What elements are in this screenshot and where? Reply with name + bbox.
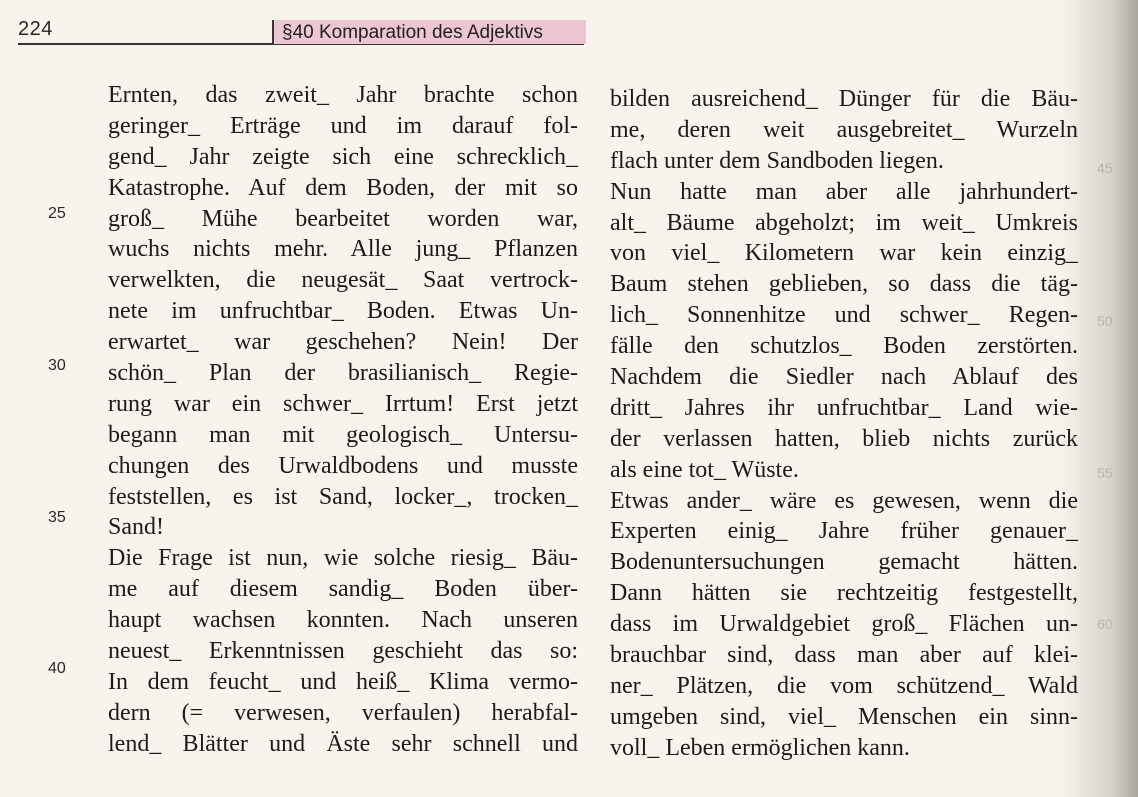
text-line: bilden ausreichend_ Dünger für die Bäu- bbox=[610, 86, 1078, 112]
text-line: schön_ Plan der brasilianisch_ Regie- bbox=[108, 360, 578, 387]
text-line: rung war ein schwer_ Irrtum! Erst jetzt bbox=[108, 390, 578, 417]
text-line: brauchbar sind, dass man aber auf klei- bbox=[610, 642, 1078, 669]
text-line: Sand! bbox=[108, 514, 164, 541]
text-line: Experten einig_ Jahre früher genauer_ bbox=[610, 518, 1078, 545]
text-line: voll_ Leben ermöglichen kann. bbox=[610, 734, 910, 761]
line-number-40: 40 bbox=[48, 660, 66, 677]
line-number-55: 55 bbox=[1097, 465, 1113, 481]
line-number-50: 50 bbox=[1097, 313, 1113, 329]
text-line: feststellen, es ist Sand, locker_, trocken_ bbox=[108, 483, 578, 510]
text-line: begann man mit geologisch_ Untersu- bbox=[108, 421, 578, 448]
text-line: chungen des Urwaldbodens und musste bbox=[108, 452, 578, 479]
section-title: §40 Komparation des Adjektivs bbox=[282, 22, 543, 43]
text-line: In dem feucht_ und heiß_ Klima vermo- bbox=[108, 668, 578, 695]
text-line: gend_ Jahr zeigte sich eine schrecklich_ bbox=[108, 143, 578, 170]
text-line: Ernten, das zweit_ Jahr brachte schon bbox=[108, 82, 578, 108]
text-line: lend_ Blätter und Äste sehr schnell und bbox=[108, 730, 578, 757]
text-line: wuchs nichts mehr. Alle jung_ Pflanzen bbox=[108, 236, 578, 263]
text-line: Nun hatte man aber alle jahrhundert- bbox=[610, 178, 1078, 205]
line-number-35: 35 bbox=[48, 509, 66, 526]
line-number-60: 60 bbox=[1097, 616, 1113, 632]
text-line: Dann hätten sie rechtzeitig festgestellt, bbox=[610, 580, 1078, 607]
text-line: Die Frage ist nun, wie solche riesig_ Bäu- bbox=[108, 545, 578, 572]
text-line: verwelkten, die neugesät_ Saat vertrock- bbox=[108, 267, 578, 294]
text-line: neuest_ Erkenntnissen geschieht das so: bbox=[108, 638, 578, 665]
text-line: fälle den schutzlos_ Boden zerstörten. bbox=[610, 333, 1078, 360]
right-text-column bbox=[610, 84, 1078, 764]
line-number-30: 30 bbox=[48, 357, 66, 374]
line-number-45: 45 bbox=[1097, 160, 1113, 176]
text-line: Katastrophe. Auf dem Boden, der mit so bbox=[108, 174, 578, 201]
text-line: ner_ Plätzen, die vom schützend_ Wald bbox=[610, 672, 1078, 699]
left-text-column bbox=[108, 80, 578, 760]
text-line: erwartet_ war geschehen? Nein! Der bbox=[108, 329, 578, 356]
text-line: flach unter dem Sandboden liegen. bbox=[610, 147, 944, 174]
text-line: lich_ Sonnenhitze und schwer_ Regen- bbox=[610, 302, 1078, 329]
text-line: me auf diesem sandig_ Boden über- bbox=[108, 576, 578, 603]
text-line: haupt wachsen konnten. Nach unseren bbox=[108, 607, 578, 634]
text-line: der verlassen hatten, blieb nichts zurück bbox=[610, 425, 1078, 452]
text-line: dern (= verwesen, verfaulen) herabfal- bbox=[108, 699, 578, 726]
text-line: als eine tot_ Wüste. bbox=[610, 456, 799, 483]
text-line: Baum stehen geblieben, so dass die täg- bbox=[610, 271, 1078, 298]
text-line: umgeben sind, viel_ Menschen ein sinn- bbox=[610, 703, 1078, 730]
text-line: groß_ Mühe bearbeitet worden war, bbox=[108, 205, 578, 232]
text-line: alt_ Bäume abgeholzt; im weit_ Umkreis bbox=[610, 209, 1078, 236]
text-line: dritt_ Jahres ihr unfruchtbar_ Land wie- bbox=[610, 394, 1078, 421]
text-line: geringer_ Erträge und im darauf fol- bbox=[108, 112, 578, 139]
text-line: Bodenuntersuchungen gemacht hätten. bbox=[610, 549, 1078, 576]
text-line: Etwas ander_ wäre es gewesen, wenn die bbox=[610, 487, 1078, 514]
line-number-25: 25 bbox=[48, 205, 66, 222]
text-line: me, deren weit ausgebreitet_ Wurzeln bbox=[610, 116, 1078, 143]
text-line: nete im unfruchtbar_ Boden. Etwas Un- bbox=[108, 298, 578, 325]
text-line: Nachdem die Siedler nach Ablauf des bbox=[610, 364, 1078, 391]
text-line: dass im Urwaldgebiet groß_ Flächen un- bbox=[610, 611, 1078, 638]
page-number: 224 bbox=[18, 18, 53, 40]
text-line: von viel_ Kilometern war kein einzig_ bbox=[610, 240, 1078, 267]
